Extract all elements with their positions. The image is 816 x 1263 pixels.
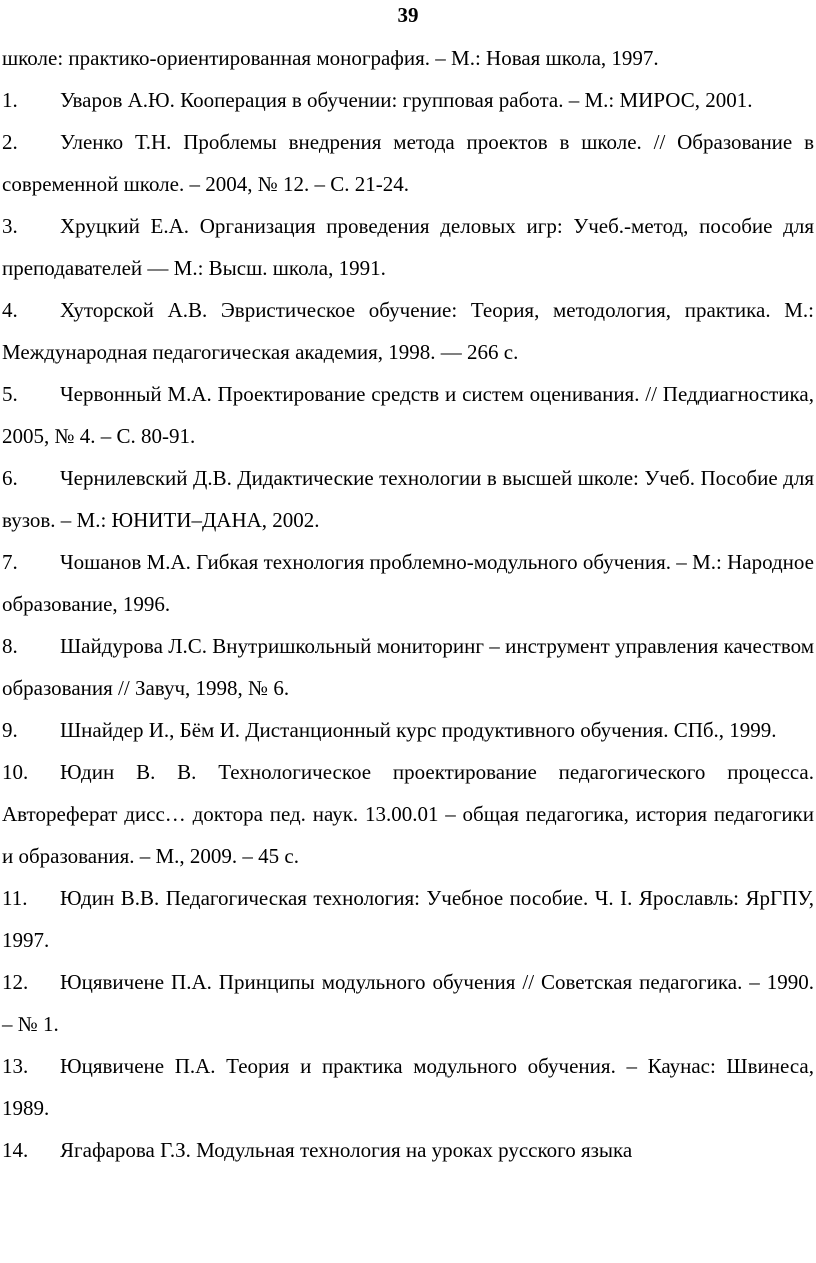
reference-text: Юдин В. В. Технологическое проектирование педагогического процесса. Автореферат дисс… доктора пед. наук. 13.00.01 – общая педагогика, история педагогики и образования. – М., 2009. – 45 с. [2,760,814,868]
reference-text: Чошанов М.А. Гибкая технология проблемно-модульного обучения. – М.: Народное образование, 1996. [2,550,814,616]
reference-text: Ягафарова Г.З. Модульная технология на уроках русского языка [60,1138,633,1162]
reference-item [2,541,814,625]
reference-item [2,457,814,541]
reference-number: 2. [2,130,18,154]
reference-number: 7. [2,550,18,574]
reference-text: Шнайдер И., Бём И. Дистанционный курс продуктивного обучения. СПб., 1999. [60,718,777,742]
continuation-text: школе: практико-ориентированная монография. – М.: Новая школа, 1997. [2,46,659,70]
reference-item [2,751,814,877]
reference-item [2,709,814,751]
reference-number: 4. [2,298,18,322]
reference-number: 11. [2,886,28,910]
reference-item [2,121,814,205]
reference-number: 8. [2,634,18,658]
reference-text: Юцявичене П.А. Теория и практика модульного обучения. – Каунас: Швинеса, 1989. [2,1054,814,1120]
reference-text: Шайдурова Л.С. Внутришкольный мониторинг – инструмент управления качеством образования // Завуч, 1998, № 6. [2,634,814,700]
reference-text: Червонный М.А. Проектирование средств и систем оценивания. // Педдиагностика, 2005, № 4. – С. 80-91. [2,382,814,448]
reference-item [2,79,814,121]
reference-text: Юдин В.В. Педагогическая технология: Учебное пособие. Ч. I. Ярославль: ЯрГПУ, 1997. [2,886,814,952]
reference-number: 12. [2,970,29,994]
bibliography-list [2,37,814,1171]
reference-item [2,373,814,457]
reference-item [2,961,814,1045]
reference-number: 13. [2,1054,29,1078]
reference-text: Хуторской А.В. Эвристическое обучение: Теория, методология, практика. М.: Международная педагогическая академия, 1998. — 266 с. [2,298,814,364]
reference-number: 14. [2,1138,29,1162]
reference-number: 1. [2,88,18,112]
reference-text: Чернилевский Д.В. Дидактические технологии в высшей школе: Учеб. Пособие для вузов. – М.: ЮНИТИ–ДАНА, 2002. [2,466,814,532]
reference-number: 5. [2,382,18,406]
reference-item [2,877,814,961]
reference-text: Юцявичене П.А. Принципы модульного обучения // Советская педагогика. – 1990. – № 1. [2,970,814,1036]
page-number: 39 [397,3,419,27]
reference-item [2,205,814,289]
reference-item [2,1129,814,1171]
reference-item [2,625,814,709]
reference-item [2,289,814,373]
reference-text: Уленко Т.Н. Проблемы внедрения метода проектов в школе. // Образование в современной школе. – 2004, № 12. – С. 21-24. [2,130,814,196]
reference-text: Уваров А.Ю. Кооперация в обучении: групповая работа. – М.: МИРОС, 2001. [60,88,753,112]
reference-text: Хруцкий Е.А. Организация проведения деловых игр: Учеб.-метод, пособие для преподавателей — М.: Высш. школа, 1991. [2,214,814,280]
reference-number: 3. [2,214,18,238]
reference-number: 9. [2,718,18,742]
reference-number: 10. [2,760,29,784]
reference-item [2,1045,814,1129]
reference-number: 6. [2,466,18,490]
